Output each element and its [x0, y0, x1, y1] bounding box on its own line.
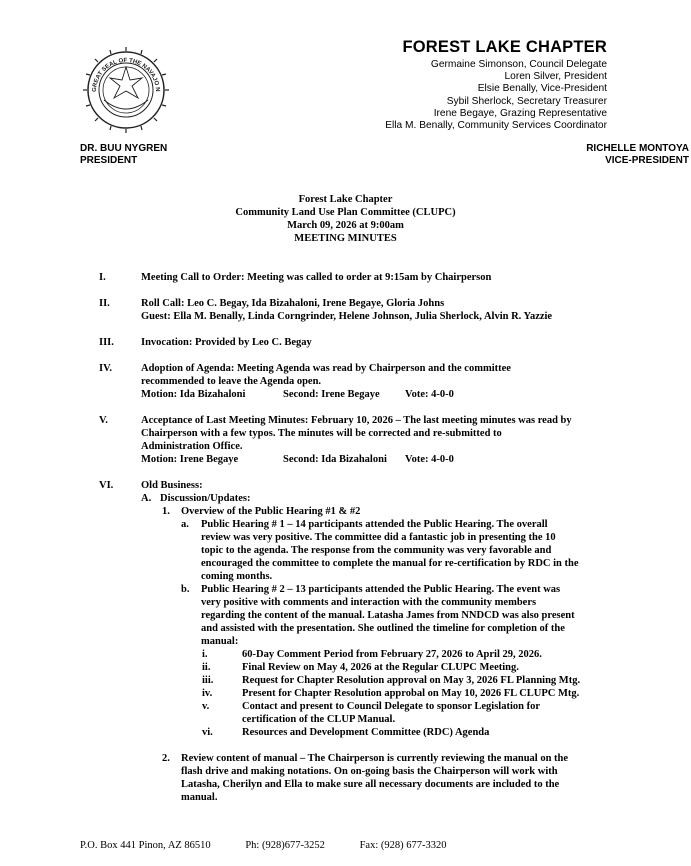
text-line: manual:	[201, 636, 239, 647]
timeline-text	[242, 700, 540, 726]
item-number: I.	[99, 272, 106, 283]
text-line: Latasha, Cherilyn and Ella to make sure all necessary documents are included to the	[181, 779, 560, 790]
item-text	[141, 362, 609, 401]
timeline-label: v.	[202, 701, 210, 712]
text-line: very positive with comments and interaction with the community members	[201, 597, 537, 608]
item-text	[141, 297, 609, 323]
motion: Motion: Irene Begaye	[141, 454, 239, 465]
timeline-label: iii.	[202, 675, 214, 686]
timeline-label: vi.	[202, 727, 213, 738]
officer-list	[385, 59, 607, 132]
text-line: regarding the content of the manual. Latasha James from NNDCD was also present	[201, 610, 575, 621]
text-line: Public Hearing # 1 – 14 participants attended the Public Hearing. The overall	[201, 519, 548, 530]
item-number: II.	[99, 298, 110, 309]
text-line: flash drive and making notations. On on-going basis the Chairperson will work with	[181, 766, 558, 777]
item-line: Chairperson with a few typos. The minutes will be corrected and re-submitted to	[141, 428, 502, 439]
item-number: III.	[99, 337, 114, 348]
section-label: A.	[141, 493, 152, 504]
text-line: coming months.	[201, 571, 273, 582]
motion: Motion: Ida Bizahaloni	[141, 389, 246, 400]
subitem-title: Overview of the Public Hearing #1 & #2	[181, 506, 361, 517]
item-text: Meeting Call to Order: Meeting was called to order at 9:15am by Chairperson	[141, 272, 492, 283]
text-line: Public Hearing # 2 – 13 participants attended the Public Hearing. The event was	[201, 584, 561, 595]
subitem-number: 2.	[162, 753, 170, 764]
second: Second: Irene Begaye	[283, 389, 380, 400]
nation-president	[80, 143, 167, 167]
text-line: Contact and present to Council Delegate to sponsor Legislation for	[242, 701, 540, 712]
item-number: V.	[99, 415, 108, 426]
subitem-text	[201, 518, 616, 583]
subitem-text	[201, 583, 616, 648]
org-name: FOREST LAKE CHAPTER	[402, 38, 607, 56]
text-line: Review content of manual – The Chairperson is currently reviewing the manual on the	[181, 753, 569, 764]
vice-president-name: RICHELLE MONTOYA	[586, 143, 689, 154]
text-line: certification of the CLUP Manual.	[242, 714, 396, 725]
timeline-text: Resources and Development Committee (RDC) Agenda	[242, 727, 490, 738]
timeline-label: ii.	[202, 662, 211, 673]
section-title: Discussion/Updates:	[160, 493, 251, 504]
timeline-text: 60-Day Comment Period from February 27, 2026 to April 29, 2026.	[242, 649, 542, 660]
officer-line: Loren Silver, President	[504, 71, 607, 83]
item-text	[141, 414, 609, 466]
motion-line	[141, 388, 609, 401]
item-line: Acceptance of Last Meeting Minutes: February 10, 2026 – The last meeting minutes was read by	[141, 415, 572, 426]
text-line: and assisted with the presentation. She outlined the timeline for completion of the	[201, 623, 565, 634]
timeline-text: Final Review on May 4, 2026 at the Regular CLUPC Meeting.	[242, 662, 519, 673]
officer-line: Germaine Simonson, Council Delegate	[430, 59, 607, 70]
subitem-text	[181, 752, 611, 804]
second: Second: Ida Bizahaloni	[283, 454, 387, 465]
item-line: Adoption of Agenda: Meeting Agenda was read by Chairperson and the committee	[141, 363, 511, 374]
subitem-number: 1.	[162, 506, 170, 517]
president-name: DR. BUU NYGREN	[80, 143, 168, 154]
subitem-label: b.	[181, 584, 190, 595]
guest-line: Guest: Ella M. Benally, Linda Corngrinder, Helene Johnson, Julia Sherlock, Alvin R. Yazzie	[141, 311, 553, 322]
item-line: recommended to leave the Agenda open.	[141, 376, 322, 387]
footer-fax: Fax: (928) 677-3320	[359, 840, 447, 851]
roll-call-line: Roll Call: Leo C. Begay, Ida Bizahaloni, Irene Begaye, Gloria Johns	[141, 298, 445, 309]
footer-phone: Ph: (928)677-3252	[245, 840, 325, 851]
nation-vice-president	[586, 143, 689, 167]
item-line: Administration Office.	[141, 441, 243, 452]
timeline-label: iv.	[202, 688, 213, 699]
subitem-label: a.	[181, 519, 189, 530]
item-text: Old Business:	[141, 480, 203, 491]
footer-address: P.O. Box 441 Pinon, AZ 86510	[80, 840, 211, 851]
item-text: Invocation: Provided by Leo C. Begay	[141, 337, 312, 348]
item-number: VI.	[99, 480, 114, 491]
header-line: MEETING MINUTES	[294, 233, 397, 244]
officer-line: Elsie Benally, Vice-President	[477, 83, 607, 95]
seal-text: GREAT SEAL OF THE NAVAJO N	[91, 57, 161, 93]
officer-line: Irene Begaye, Grazing Representative	[433, 107, 607, 119]
timeline-text: Present for Chapter Resolution approbal on May 10, 2026 FL CLUPC Mtg.	[242, 688, 580, 699]
document-header	[0, 193, 691, 245]
header-line: Community Land Use Plan Committee (CLUPC)	[235, 207, 456, 218]
officer-line: Sybil Sherlock, Secretary Treasurer	[446, 95, 607, 107]
vice-president-title: VICE-PRESIDENT	[605, 155, 689, 166]
header-line: March 09, 2026 at 9:00am	[287, 220, 404, 231]
text-line: manual.	[181, 792, 218, 803]
navajo-nation-seal	[76, 40, 180, 140]
officer-line: Ella M. Benally, Community Services Coordinator	[385, 120, 607, 132]
timeline-text: Request for Chapter Resolution approval on May 3, 2026 FL Planning Mtg.	[242, 675, 581, 686]
vote: Vote: 4-0-0	[405, 454, 454, 465]
text-line: review was very positive. The committee did a fantastic job in presenting the 10	[201, 532, 556, 543]
header-line: Forest Lake Chapter	[298, 194, 393, 205]
text-line: topic to the agenda. The response from the community was very favorable and	[201, 545, 552, 556]
text-line: encouraged the committee to complete the manual for re-certification by RDC in the	[201, 558, 579, 569]
vote: Vote: 4-0-0	[405, 389, 454, 400]
motion-line	[141, 453, 609, 466]
president-title: PRESIDENT	[80, 155, 138, 166]
timeline-label: i.	[202, 649, 208, 660]
footer	[80, 840, 478, 851]
item-number: IV.	[99, 363, 112, 374]
